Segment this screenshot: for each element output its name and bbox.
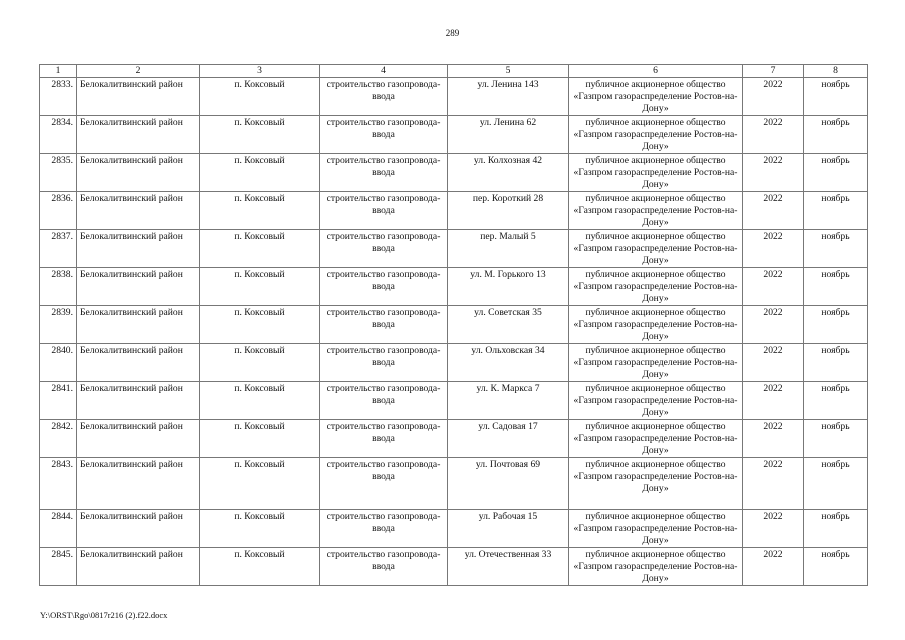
row-number-cell: 2837. [40, 230, 77, 268]
owner-cell: публичное акционерное общество «Газпром газораспределение Ростов-на-Дону» [569, 382, 743, 420]
year-cell: 2022 [743, 510, 804, 548]
settlement-cell: п. Коксовый [200, 510, 320, 548]
month-cell: ноябрь [804, 458, 868, 510]
year-cell: 2022 [743, 344, 804, 382]
table-row [40, 382, 868, 420]
row-number-cell: 2838. [40, 268, 77, 306]
owner-cell: публичное акционерное общество «Газпром газораспределение Ростов-на-Дону» [569, 154, 743, 192]
district-cell: Белокалитвинский район [77, 382, 200, 420]
district-cell: Белокалитвинский район [77, 268, 200, 306]
owner-cell: публичное акционерное общество «Газпром газораспределение Ростов-на-Дону» [569, 344, 743, 382]
address-cell: ул. Советская 35 [448, 306, 569, 344]
district-cell: Белокалитвинский район [77, 510, 200, 548]
row-number-cell: 2842. [40, 420, 77, 458]
settlement-cell: п. Коксовый [200, 154, 320, 192]
row-number-cell: 2833. [40, 78, 77, 116]
table-row [40, 78, 868, 116]
month-cell: ноябрь [804, 510, 868, 548]
owner-cell: публичное акционерное общество «Газпром газораспределение Ростов-на-Дону» [569, 78, 743, 116]
row-number-cell: 2844. [40, 510, 77, 548]
address-cell: ул. К. Маркса 7 [448, 382, 569, 420]
month-cell: ноябрь [804, 344, 868, 382]
row-number-cell: 2836. [40, 192, 77, 230]
work-type-cell: строительство газопровода-ввода [320, 382, 448, 420]
header-cell: 5 [448, 65, 569, 78]
year-cell: 2022 [743, 548, 804, 586]
year-cell: 2022 [743, 268, 804, 306]
address-cell: ул. Рабочая 15 [448, 510, 569, 548]
owner-cell: публичное акционерное общество «Газпром газораспределение Ростов-на-Дону» [569, 116, 743, 154]
work-type-cell: строительство газопровода-ввода [320, 78, 448, 116]
row-number-cell: 2839. [40, 306, 77, 344]
district-cell: Белокалитвинский район [77, 230, 200, 268]
district-cell: Белокалитвинский район [77, 192, 200, 230]
address-cell: ул. М. Горького 13 [448, 268, 569, 306]
district-cell: Белокалитвинский район [77, 548, 200, 586]
settlement-cell: п. Коксовый [200, 344, 320, 382]
month-cell: ноябрь [804, 382, 868, 420]
year-cell: 2022 [743, 78, 804, 116]
owner-cell: публичное акционерное общество «Газпром газораспределение Ростов-на-Дону» [569, 510, 743, 548]
table-row [40, 306, 868, 344]
work-type-cell: строительство газопровода-ввода [320, 116, 448, 154]
settlement-cell: п. Коксовый [200, 268, 320, 306]
month-cell: ноябрь [804, 420, 868, 458]
header-cell: 2 [77, 65, 200, 78]
owner-cell: публичное акционерное общество «Газпром газораспределение Ростов-на-Дону» [569, 458, 743, 510]
row-number-cell: 2840. [40, 344, 77, 382]
work-type-cell: строительство газопровода-ввода [320, 154, 448, 192]
work-type-cell: строительство газопровода-ввода [320, 192, 448, 230]
table-row [40, 268, 868, 306]
month-cell: ноябрь [804, 230, 868, 268]
settlement-cell: п. Коксовый [200, 382, 320, 420]
row-number-cell: 2843. [40, 458, 77, 510]
district-cell: Белокалитвинский район [77, 306, 200, 344]
year-cell: 2022 [743, 116, 804, 154]
data-table [39, 64, 868, 586]
year-cell: 2022 [743, 230, 804, 268]
work-type-cell: строительство газопровода-ввода [320, 458, 448, 510]
address-cell: ул. Садовая 17 [448, 420, 569, 458]
owner-cell: публичное акционерное общество «Газпром газораспределение Ростов-на-Дону» [569, 420, 743, 458]
year-cell: 2022 [743, 192, 804, 230]
district-cell: Белокалитвинский район [77, 78, 200, 116]
settlement-cell: п. Коксовый [200, 78, 320, 116]
table-row [40, 548, 868, 586]
district-cell: Белокалитвинский район [77, 458, 200, 510]
work-type-cell: строительство газопровода-ввода [320, 510, 448, 548]
address-cell: пер. Короткий 28 [448, 192, 569, 230]
district-cell: Белокалитвинский район [77, 116, 200, 154]
row-number-cell: 2834. [40, 116, 77, 154]
work-type-cell: строительство газопровода-ввода [320, 230, 448, 268]
row-number-cell: 2835. [40, 154, 77, 192]
address-cell: ул. Ленина 62 [448, 116, 569, 154]
year-cell: 2022 [743, 420, 804, 458]
address-cell: ул. Ольховская 34 [448, 344, 569, 382]
district-cell: Белокалитвинский район [77, 344, 200, 382]
footer-file-path: Y:\ORST\Rgo\0817r216 (2).f22.docx [40, 610, 168, 620]
month-cell: ноябрь [804, 116, 868, 154]
address-cell: ул. Ленина 143 [448, 78, 569, 116]
settlement-cell: п. Коксовый [200, 192, 320, 230]
settlement-cell: п. Коксовый [200, 230, 320, 268]
settlement-cell: п. Коксовый [200, 548, 320, 586]
district-cell: Белокалитвинский район [77, 154, 200, 192]
table-row [40, 420, 868, 458]
work-type-cell: строительство газопровода-ввода [320, 344, 448, 382]
table-row [40, 230, 868, 268]
table-header-row [40, 65, 868, 78]
owner-cell: публичное акционерное общество «Газпром газораспределение Ростов-на-Дону» [569, 268, 743, 306]
page-number: 289 [445, 28, 460, 38]
owner-cell: публичное акционерное общество «Газпром газораспределение Ростов-на-Дону» [569, 306, 743, 344]
year-cell: 2022 [743, 154, 804, 192]
table-row [40, 344, 868, 382]
year-cell: 2022 [743, 306, 804, 344]
address-cell: ул. Отечественная 33 [448, 548, 569, 586]
month-cell: ноябрь [804, 192, 868, 230]
row-number-cell: 2845. [40, 548, 77, 586]
month-cell: ноябрь [804, 154, 868, 192]
work-type-cell: строительство газопровода-ввода [320, 306, 448, 344]
address-cell: ул. Почтовая 69 [448, 458, 569, 510]
settlement-cell: п. Коксовый [200, 306, 320, 344]
table-row [40, 510, 868, 548]
settlement-cell: п. Коксовый [200, 420, 320, 458]
month-cell: ноябрь [804, 548, 868, 586]
settlement-cell: п. Коксовый [200, 458, 320, 510]
row-number-cell: 2841. [40, 382, 77, 420]
work-type-cell: строительство газопровода-ввода [320, 268, 448, 306]
work-type-cell: строительство газопровода-ввода [320, 548, 448, 586]
owner-cell: публичное акционерное общество «Газпром газораспределение Ростов-на-Дону» [569, 230, 743, 268]
month-cell: ноябрь [804, 268, 868, 306]
owner-cell: публичное акционерное общество «Газпром газораспределение Ростов-на-Дону» [569, 192, 743, 230]
month-cell: ноябрь [804, 78, 868, 116]
address-cell: ул. Колхозная 42 [448, 154, 569, 192]
header-cell: 7 [743, 65, 804, 78]
district-cell: Белокалитвинский район [77, 420, 200, 458]
address-cell: пер. Малый 5 [448, 230, 569, 268]
table-row [40, 458, 868, 510]
header-cell: 6 [569, 65, 743, 78]
table-row [40, 154, 868, 192]
settlement-cell: п. Коксовый [200, 116, 320, 154]
header-cell: 8 [804, 65, 868, 78]
year-cell: 2022 [743, 458, 804, 510]
work-type-cell: строительство газопровода-ввода [320, 420, 448, 458]
year-cell: 2022 [743, 382, 804, 420]
table-row [40, 116, 868, 154]
header-cell: 1 [40, 65, 77, 78]
owner-cell: публичное акционерное общество «Газпром газораспределение Ростов-на-Дону» [569, 548, 743, 586]
header-cell: 3 [200, 65, 320, 78]
month-cell: ноябрь [804, 306, 868, 344]
table-row [40, 192, 868, 230]
header-cell: 4 [320, 65, 448, 78]
